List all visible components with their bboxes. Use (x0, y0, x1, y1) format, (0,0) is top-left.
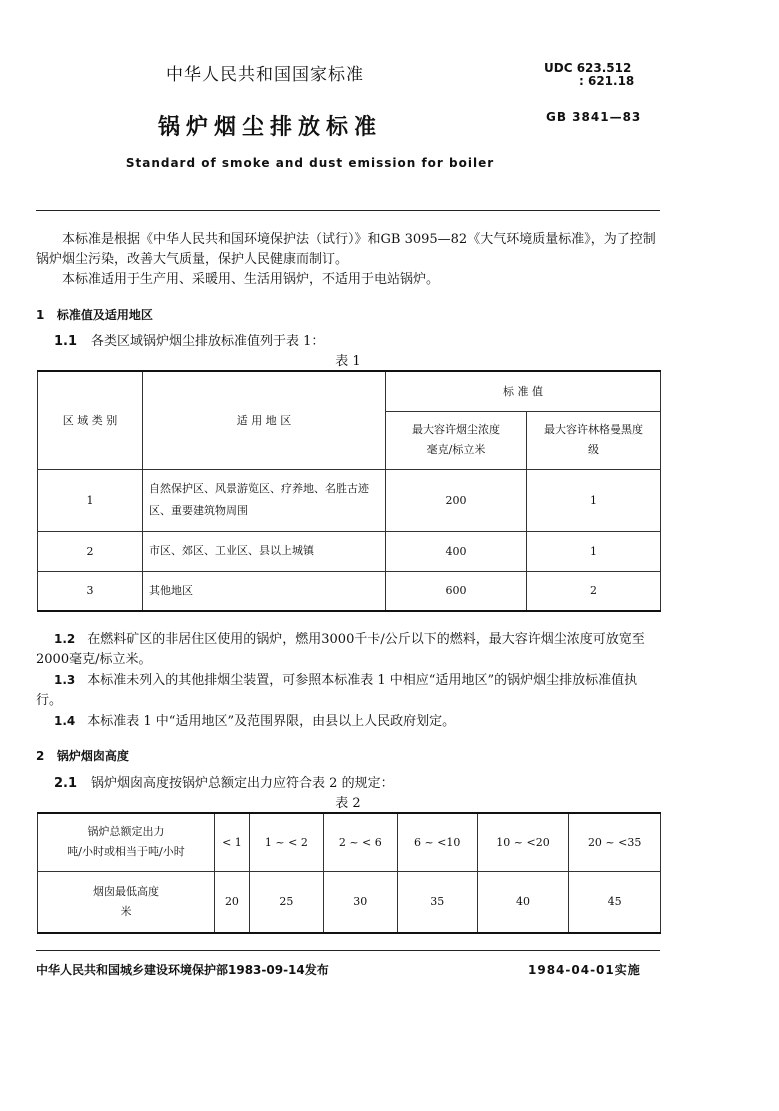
table-1-cell-area: 市区、郊区、工业区、县以上城镇 (143, 531, 386, 571)
header-divider (36, 210, 660, 211)
table-1-cell-ringelmann: 1 (527, 469, 661, 531)
clause-1-2-number: 1.2 (54, 632, 76, 646)
table-2-cell-height: 45 (569, 871, 661, 933)
table-2-cell-capacity: 2 ~ < 6 (323, 813, 397, 871)
table-1-cell-ringelmann: 1 (527, 531, 661, 571)
table-1-header-ringelmann: 最大容许林格曼黑度 级 (527, 411, 661, 469)
table-2-cell-height: 25 (249, 871, 323, 933)
issue-statement: 中华人民共和国城乡建设环境保护部1983-09-14发布 (36, 963, 329, 977)
clause-1-1-number: 1.1 (54, 334, 78, 349)
table-2 (37, 812, 661, 934)
effective-date: 1984-04-01实施 (528, 963, 641, 977)
table-1-cell-ringelmann: 2 (527, 571, 661, 611)
udc-code (544, 62, 634, 88)
footer-divider (36, 950, 660, 951)
intro-paragraph-2: 本标准适用于生产用、采暖用、生活用锅炉，不适用于电站锅炉。 (62, 272, 440, 287)
section-1-title: 标准值及适用地区 (56, 308, 153, 322)
clause-1-3-number: 1.3 (54, 673, 76, 687)
table-1-cell-area: 其他地区 (143, 571, 386, 611)
table-2-caption: 表 2 (335, 796, 361, 811)
clause-1-4-number: 1.4 (54, 714, 76, 728)
table-1-cell-concentration: 600 (386, 571, 527, 611)
section-2-title: 锅炉烟囱高度 (56, 749, 129, 763)
section-2-number: 2 (36, 749, 45, 763)
clause-1-4-text: 本标准表 1 中“适用地区”及范围界限，由县以上人民政府划定。 (87, 714, 456, 729)
section-1-heading (36, 306, 153, 323)
udc-line-2: : 621.18 (579, 74, 635, 88)
table-2-cell-height: 30 (323, 871, 397, 933)
table-1-cell-area: 自然保护区、风景游览区、疗养地、名胜古迹区、重要建筑物周围 (143, 469, 386, 531)
table-2-cell-height: 40 (477, 871, 569, 933)
table-row (38, 571, 661, 611)
table-2-cell-height: 20 (215, 871, 250, 933)
clause-2-1 (54, 772, 394, 791)
table-row (38, 469, 661, 531)
org-title: 中华人民共和国国家标准 (166, 65, 364, 85)
clause-1-1-text: 各类区域锅炉烟尘排放标准值列于表 1： (91, 334, 325, 349)
table-row (38, 813, 661, 871)
section-1-number: 1 (36, 308, 45, 322)
table-1-cell-region: 3 (38, 571, 143, 611)
intro-paragraph-1: 本标准是根据《中华人民共和国环境保护法（试行）》和GB 3095—82《大气环境质量标准》，为了控制锅炉烟尘污染，改善大气质量，保护人民健康而制订。 (36, 232, 656, 267)
table-row (38, 871, 661, 933)
table-2-cell-capacity: 6 ~ <10 (397, 813, 477, 871)
table-1 (37, 370, 661, 612)
table-2-cell-height: 35 (397, 871, 477, 933)
gb-number: GB 3841—83 (546, 110, 642, 124)
table-1-cell-region: 2 (38, 531, 143, 571)
table-1-caption: 表 1 (335, 354, 361, 369)
clause-1-3 (36, 670, 660, 711)
table-1-header-concentration: 最大容许烟尘浓度 毫克/标立米 (386, 411, 527, 469)
clause-1-4 (36, 711, 660, 732)
udc-line-1: UDC 623.512 (544, 61, 632, 75)
clause-1-1 (54, 330, 324, 349)
table-2-cell-capacity: < 1 (215, 813, 250, 871)
table-1-header-area: 适 用 地 区 (143, 371, 386, 469)
table-1-cell-concentration: 400 (386, 531, 527, 571)
table-1-header-standard: 标 准 值 (386, 371, 661, 411)
english-title: Standard of smoke and dust emission for boiler (125, 156, 495, 170)
clause-1-2 (36, 629, 660, 670)
table-row (38, 531, 661, 571)
table-2-cell-capacity: 10 ~ <20 (477, 813, 569, 871)
clause-1-3-text: 本标准未列入的其他排烟尘装置，可参照本标准表 1 中相应“适用地区”的锅炉烟尘排放标准值执行。 (36, 673, 638, 708)
table-2-label-capacity: 锅炉总额定出力 吨/小时或相当于吨/小时 (38, 813, 215, 871)
section-2-heading (36, 747, 129, 764)
document-title: 锅炉烟尘排放标准 (157, 115, 382, 140)
table-1-cell-concentration: 200 (386, 469, 527, 531)
table-1-cell-region: 1 (38, 469, 143, 531)
clause-2-1-number: 2.1 (54, 776, 78, 791)
table-1-header-region: 区 域 类 别 (38, 371, 143, 469)
clause-2-1-text: 锅炉烟囱高度按锅炉总额定出力应符合表 2 的规定： (91, 776, 394, 791)
table-2-cell-capacity: 1 ~ < 2 (249, 813, 323, 871)
clause-1-2-text: 在燃料矿区的非居住区使用的锅炉，燃用3000千卡/公斤以下的燃料，最大容许烟尘浓度可放宽至2000毫克/标立米。 (36, 632, 645, 667)
table-2-cell-capacity: 20 ~ <35 (569, 813, 661, 871)
table-2-label-height: 烟囱最低高度 米 (38, 871, 215, 933)
